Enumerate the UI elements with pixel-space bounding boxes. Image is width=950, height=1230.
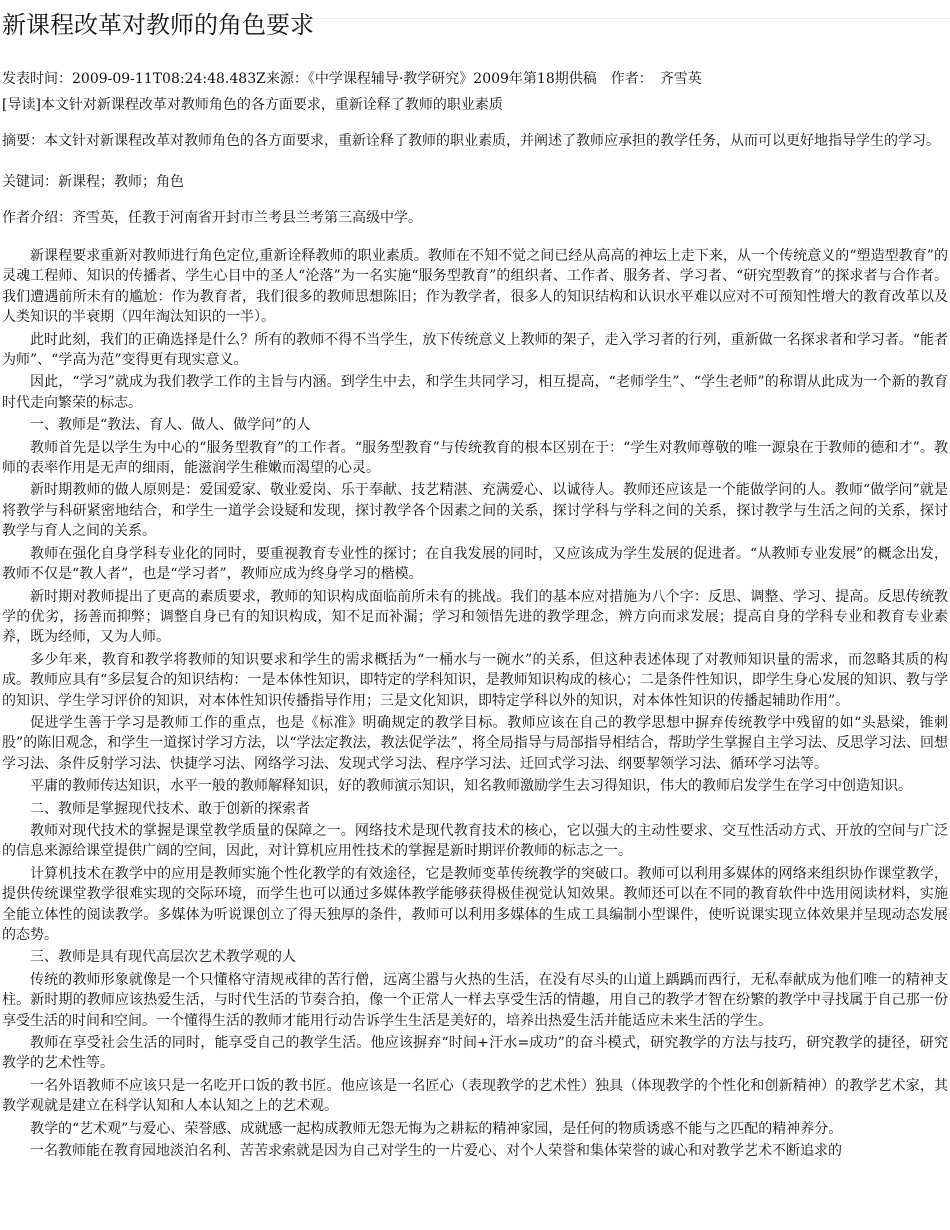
section-heading: 三、教师是具有现代高层次艺术教学观的人 bbox=[30, 949, 296, 966]
article-body bbox=[2, 246, 948, 1163]
body-paragraph: 多少年来，教育和教学将教师的知识要求和学生的需求概括为“一桶水与一碗水”的关系，但这种表述体现了对教师知识量的需求，而忽略其质的构成。教师应具有“多层复合的知识结构：一是本体性知识，即特定的学科知识，是教师知识构成的核心；二是条件性知识，即学生身心发展的知识、教与学的知识、学生学习评价的知识，对本体性知识传播指导作用；三是文化知识，即特定学科以外的知识，对本体性知识的传播起辅助作用”。 bbox=[2, 651, 948, 709]
body-paragraph: 教师对现代技术的掌握是课堂教学质量的保障之一。网络技术是现代教育技术的核心，它以强大的主动性要求、交互性活动方式、开放的空间与广泛的信息来源给课堂提供广阔的空间，因此，对计算机应用性技术的掌握是新时期评价教师的标志之一。 bbox=[2, 822, 948, 860]
body-paragraph: 新课程要求重新对教师进行角色定位,重新诠释教师的职业素质。教师在不知不觉之间已经从高高的神坛上走下来，从一个传统意义的“塑造型教育”的灵魂工程师、知识的传播者、学生心目中的圣人“沦落”为一名实施“服务型教育”的组织者、工作者、服务者、学习者、“研究型教育”的探求者与合作者。我们遭遇前所未有的尴尬：作为教育者，我们很多的教师思想陈旧；作为教学者，很多人的知识结构和认识水平难以应对不可预知性增大的教育改革以及人类知识的半衰期（四年淘汰知识的一半）。 bbox=[2, 248, 948, 326]
body-paragraph: 一名教师能在教育园地淡泊名利、苦苦求索就是因为自己对学生的一片爱心、对个人荣誉和集体荣誉的诚心和对教学艺术不断追求的 bbox=[30, 1143, 842, 1160]
section-heading: 二、教师是掌握现代技术、敢于创新的探索者 bbox=[30, 800, 310, 817]
article-keywords: 关键词：新课程；教师；角色 bbox=[2, 174, 184, 190]
body-paragraph: 新时期教师的做人原则是：爱国爱家、敬业爱岗、乐于奉献、技艺精湛、充满爱心、以诚待人。教师还应该是一个能做学问的人。教师“做学问”就是将教学与科研紧密地结合，和学生一道学会设疑和发现，探讨教学各个因素之间的关系，探讨学科与学科之间的关系，探讨教学与生活之间的关系，探讨教学与育人之间的关系。 bbox=[2, 482, 948, 540]
body-paragraph: 新时期对教师提出了更高的素质要求，教师的知识构成面临前所未有的挑战。我们的基本应对措施为八个字：反思、调整、学习、提高。反思传统教学的优劣，扬善而抑弊；调整自身已有的知识构成，知不足而补漏；学习和领悟先进的教学理念，辨方向而求发展；提高自身的学科专业和教育专业素养，既为经师，又为人师。 bbox=[2, 588, 948, 646]
section-heading: 一、教师是“教法、育人、做人、做学问”的人 bbox=[30, 417, 311, 434]
body-paragraph: 教师在享受社会生活的同时，能享受自己的教学生活。他应该摒弃“时间+汗水=成功”的奋斗模式，研究教学的方法与技巧，研究教学的捷径，研究教学的艺术性等。 bbox=[2, 1035, 948, 1072]
article-title: 新课程改革对教师的角色要求 bbox=[2, 11, 314, 39]
body-paragraph: 此时此刻，我们的正确选择是什么？所有的教师不得不当学生，放下传统意义上教师的架子，走入学习者的行列，重新做一名探求者和学习者。“能者为师”、“学高为范”变得更有现实意义。 bbox=[2, 331, 948, 369]
body-paragraph: 计算机技术在教学中的应用是教师实施个性化教学的有效途径，它是教师变革传统教学的突破口。教师可以利用多媒体的网络来组织协作课堂教学，提供传统课堂教学很难实现的交际环境，而学生也可以通过多媒体教学能够获得极佳视觉认知效果。教师还可以在不同的教育软件中选用阅读材料，实施全能立体性的阅读教学。多媒体为听说课创立了得天独厚的条件，教师可以利用多媒体的生成工具编制小型课件，使听说课实现立体效果并呈现动态发展的态势。 bbox=[2, 865, 948, 943]
body-paragraph: 教学的“艺术观”与爱心、荣誉感、成就感一起构成教师无怨无悔为之耕耘的精神家园，是任何的物质诱惑不能与之匹配的精神养分。 bbox=[30, 1120, 843, 1137]
article-author: 作者介绍：齐雪英，任教于河南省开封市兰考县兰考第三高级中学。 bbox=[2, 210, 422, 226]
body-paragraph: 教师在强化自身学科专业化的同时，要重视教育专业性的探讨；在自我发展的同时，又应该成为学生发展的促进者。“从教师专业发展”的概念出发，教师不仅是“教人者”，也是“学习者”，教师应成为终身学习的楷模。 bbox=[2, 545, 948, 583]
body-paragraph: 因此，“学习”就成为我们教学工作的主旨与内涵。到学生中去，和学生共同学习，相互提高，“老师学生”、“学生老师”的称谓从此成为一个新的教育时代走向繁荣的标志。 bbox=[2, 374, 948, 411]
article-meta: 发表时间：2009-09-11T08:24:48.483Z来源：《中学课程辅导·教学研究》2009年第18期供稿 作者： 齐雪英 bbox=[2, 71, 702, 87]
body-paragraph: 一名外语教师不应该只是一名吃开口饭的教书匠。他应该是一名匠心（表现教学的艺术性）独具（体现教学的个性化和创新精神）的教学艺术家，其教学观就是建立在科学认知和人本认知之上的艺术观。 bbox=[2, 1077, 948, 1115]
body-paragraph: 传统的教师形象就像是一个只懂格守清规戒律的苦行僧，远离尘嚣与火热的生活，在没有尽头的山道上踽踽而西行，无私奉献成为他们唯一的精神支柱。新时期的教师应该热爱生活，与时代生活的节奏合拍，像一个正常人一样去享受生活的情趣，用自己的教学才智在纷繁的教学中寻找属于自己那一份享受生活的时间和空间。一个懂得生活的教师才能用行动告诉学生生活是美好的，培养出热爱生活并能适应未来生活的学生。 bbox=[2, 971, 948, 1029]
article-abstract: 摘要：本文针对新课程改革对教师角色的各方面要求，重新诠释了教师的职业素质，并阐述了教师应承担的教学任务，从而可以更好地指导学生的学习。 bbox=[2, 133, 940, 149]
article-lead: [导读]本文针对新课程改革对教师角色的各方面要求，重新诠释了教师的职业素质 bbox=[2, 97, 503, 113]
body-paragraph: 平庸的教师传达知识，水平一般的教师解释知识，好的教师演示知识，知名教师激励学生去习得知识，伟大的教师启发学生在学习中创造知识。 bbox=[30, 778, 912, 795]
body-paragraph: 促进学生善于学习是教师工作的重点，也是《标准》明确规定的教学目标。教师应该在自己的教学思想中摒弃传统教学中残留的如“头悬梁，锥刺股”的陈旧观念，和学生一道探讨学习方法，以“学法定教法，教法促学法”，将全局指导与局部指导相结合，帮助学生掌握自主学习法、反思学习法、回想学习法、条件反射学习法、快捷学习法、网络学习法、发现式学习法、程序学习法、迁回式学习法、纲要挈领学习法、循环学习法等。 bbox=[2, 714, 948, 772]
body-paragraph: 教师首先是以学生为中心的“服务型教育”的工作者。“服务型教育”与传统教育的根本区别在于：“学生对教师尊敬的唯一源泉在于教师的德和才”。教师的表率作用是无声的细雨，能滋润学生稚嫩而渴望的心灵。 bbox=[2, 439, 948, 477]
